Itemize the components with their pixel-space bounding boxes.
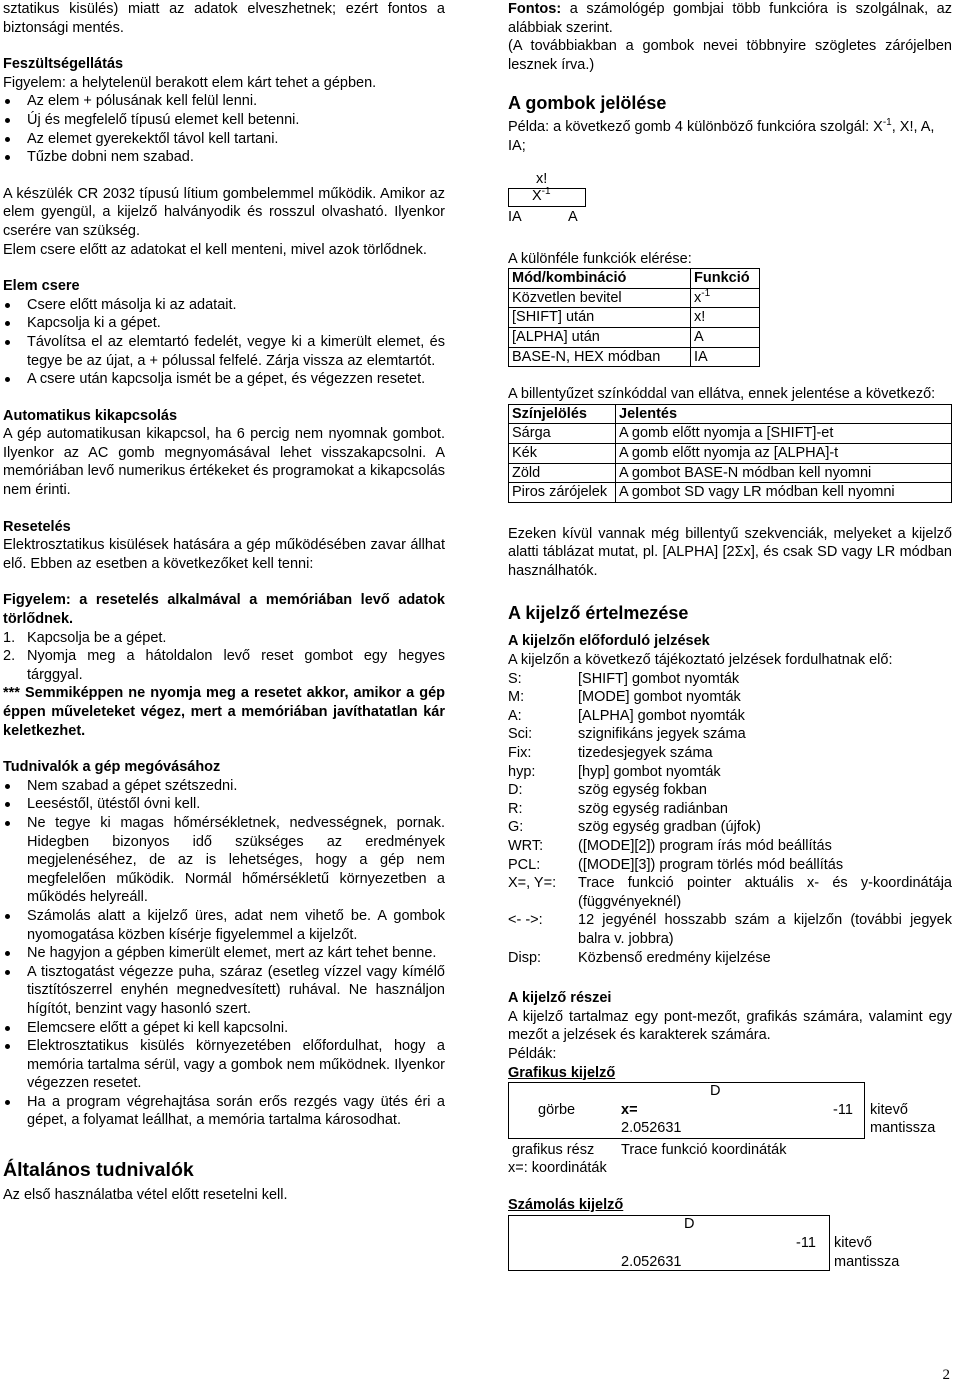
table-header [509, 269, 760, 289]
table-cell: Piros zárójelek [509, 483, 616, 503]
list-item: A tisztogatást végezze puha, száraz (esetleg vízzel vagy kímélő tisztítószerrel enyhén megnedvesített) ruhával. Ne használjon hígítót, benzint vagy hasonló szert. [3, 963, 445, 1019]
reset-text: Elektrosztatikus kisülések hatására a gép működésében zavar állhat elő. Ebben az esetben a következőket kell tenni: [3, 537, 445, 572]
list-item: R: szög egység radiánban [508, 800, 728, 817]
reset-warning: Figyelem: a resetelés alkalmával a memóriában levő adatok törlődnek. [3, 592, 445, 628]
autokikapcs-text: A gép automatikusan kikapcsol, ha 6 percig nem nyomnak gombot. Ilyenkor az AC gomb megnyomásával lehet visszakapcsolni. A memóriában levő numerikus értékeket és programokat a kikapcsolás nem érinti. [3, 426, 445, 499]
reszei-examples: Példák: [508, 1045, 557, 1062]
section-title-autokikapcs: Automatikus kikapcsolás [3, 407, 178, 424]
fontos-note: (A továbbiakban a gombok nevei többnyire szögletes zárójelben lesznek írva.) [508, 38, 952, 73]
table-cell: BASE-N, HEX módban [509, 347, 691, 367]
key-box [508, 185, 586, 207]
list-item: A csere után kapcsolja ismét be a gépet, és végezzen resetet. [3, 370, 445, 389]
intro-text: sztatikus kisülés) miatt az adatok elveszhetnek; ezért fontos a biztonsági mentés. [3, 1, 445, 36]
cr-paragraph: A készülék CR 2032 típusú lítium gombelemmel működik. Amikor az elem gyengül, a kijelző halványodik és rosszul olvasható. Ilyenkor cserére van szükség. [3, 185, 445, 239]
list-item: S: [SHIFT] gombot nyomták [508, 670, 740, 687]
table-cell: Sárga [509, 424, 616, 444]
reset-steps [3, 629, 445, 685]
table-row [509, 347, 760, 367]
list-item: Az elemet gyerekektől távol kell tartani. [3, 130, 445, 149]
list-item: PCL: ([MODE][3]) program törlés mód beállítás [508, 856, 844, 873]
altalanos-text: Az első használatba vétel előtt resetelni kell. [3, 1187, 288, 1204]
graf-title: Grafikus kijelző [508, 1064, 616, 1081]
table-row [509, 483, 952, 503]
table-cell: x! [691, 308, 760, 328]
szinkod-text: A billentyűzet színkóddal van ellátva, ennek jelentése a következő: [508, 386, 936, 403]
list-item: Új és megfelelő típusú elemet kell betenni. [3, 111, 445, 130]
key-diagram [508, 170, 952, 228]
list-item: Elektrosztatikus kisülés környezetében előfordulhat, hogy a memória tartalma sérül, vagy a gombok nem működnek. Ilyenkor végezzen resetet. [3, 1037, 445, 1093]
szam-title: Számolás kijelző [508, 1197, 624, 1214]
list-item: Elemcsere előtt a gépet ki kell kapcsolni. [3, 1019, 445, 1038]
table-header-cell: Funkció [691, 269, 760, 289]
table-header-cell: Mód/kombináció [509, 269, 691, 289]
key-label-top: x! [536, 170, 548, 187]
table-cell: A gombot BASE-N módban kell nyomni [616, 463, 952, 483]
list-item: Ha a program végrehajtása során erős rezgés vagy ütés éri a gépet, a folyamat leállhat, a memória tartalma károsodhat. [3, 1093, 445, 1130]
szam-val: 2.052631 [621, 1253, 682, 1270]
list-item: Sci: szignifikáns jegyek száma [508, 726, 746, 743]
table-cell: A gombot SD vagy LR módban kell nyomni [616, 483, 952, 503]
list-item: X=, Y=: Trace funkció pointer aktuális x- és y-koordinátája (függvényeknél) [508, 875, 952, 910]
section-title-feszultseg: Feszültségellátás [3, 56, 124, 73]
graf-xkoord: x=: koordináták [508, 1160, 607, 1177]
list-item: 2. Nyomja meg a hátoldalon levő reset gombot egy hegyes tárggyal. [3, 648, 445, 683]
kijelzo-subtitle: A kijelzőn előforduló jelzések [508, 633, 710, 650]
table-row [509, 288, 760, 308]
table-cell: Kék [509, 443, 616, 463]
fontos-paragraph: Fontos: a számológép gombjai több funkcióra is szolgálnak, az alábbiak szerint. [508, 1, 952, 36]
section-title-altalanos: Általános tudnivalók [3, 1159, 194, 1182]
list-item: WRT: ([MODE][2]) program írás mód beállítás [508, 838, 832, 854]
graf-kitevo: kitevő [870, 1102, 908, 1119]
key-label-right: A [568, 208, 578, 225]
list-item: hyp: [hyp] gombot nyomták [508, 763, 721, 780]
key-label-left: IA [508, 208, 522, 225]
elemcsere-list [3, 296, 445, 389]
calc-display-example [508, 1215, 952, 1275]
reszei-text: A kijelző tartalmaz egy pont-mezőt, grafikás számára, valamint egy mezőt a jelzések és karakterek számára. [508, 1008, 952, 1044]
list-item: Disp: Közbenső eredmény kijelzése [508, 949, 771, 966]
graf-resz: grafikus rész [512, 1142, 595, 1159]
list-item: Tűzbe dobni nem szabad. [3, 148, 445, 167]
table-cell: Zöld [509, 463, 616, 483]
section-title-elemcsere: Elem csere [3, 278, 80, 295]
szekvenciak-text: Ezeken kívül vannak még billentyű szekvenciák, melyeket a kijelző alatti táblázat mutat, pl. [ALPHA] [2Σx], és csak SD vagy LR módban használhatók. [508, 525, 952, 579]
graf-val: 2.052631 [621, 1120, 682, 1137]
list-item: Nem szabad a gépet szétszedni. [3, 777, 445, 796]
table-cell: A gomb előtt nyomja a [SHIFT]-et [616, 424, 952, 444]
list-item: Távolítsa el az elemtartó fedelét, vegye ki a kimerült elemet, és tegye be az újat, a + pólussal felfelé. Zárja vissza az elemtartót. [3, 333, 445, 370]
graf-gorbe: görbe [538, 1102, 576, 1119]
tudnivalok-list [3, 777, 445, 1130]
graf-mantissza: mantissza [870, 1120, 936, 1137]
graf-trace: Trace funkció koordináták [621, 1142, 787, 1159]
table-row [509, 424, 952, 444]
reset-caution: *** Semmiképpen ne nyomja meg a resetet akkor, amikor a gép éppen műveleteket végez, mert a memóriában javíthatatlan kár keletkezhet. [3, 685, 445, 739]
table-cell: Közvetlen bevitel [509, 288, 691, 308]
list-item: Az elem + pólusának kell felül lenni. [3, 92, 445, 111]
list-item: Kapcsolja ki a gépet. [3, 314, 445, 333]
list-item: G: szög egység gradban (újfok) [508, 819, 761, 836]
list-item: Fix: tizedesjegyek száma [508, 745, 713, 762]
graf-D: D [710, 1083, 721, 1100]
gombok-example: Példa: a következő gomb 4 különböző funkcióra szolgál: $X^{-1}$, X!, A, IA; [508, 117, 935, 154]
funkciok-caption: A különféle funkciók elérése: [508, 250, 692, 267]
szam-exp: -11 [796, 1234, 816, 1251]
key-label-main: $X^{-1}$ [532, 185, 551, 204]
szinkod-table [508, 404, 952, 503]
list-item: M: [MODE] gombot nyomták [508, 689, 741, 706]
section-title-kijelzo: A kijelző értelmezése [508, 603, 689, 624]
table-header [509, 404, 952, 424]
list-item: D: szög egység fokban [508, 782, 707, 799]
table-header-cell: Színjelölés [509, 404, 616, 424]
section-title-gombok: A gombok jelölése [508, 93, 667, 114]
list-item: Ne hagyjon a gépben kimerült elemet, mert az kárt tehet benne. [3, 944, 445, 963]
kijelzo-intro: A kijelzőn a következő tájékoztató jelzések fordulhatnak elő: [508, 652, 893, 669]
cr-paragraph-2: Elem csere előtt az adatokat el kell menteni, mivel azok törlődnek. [3, 241, 427, 258]
table-row [509, 308, 760, 328]
graphic-display-example [508, 1082, 952, 1182]
list-item: Ne tegye ki magas hőmérsékletnek, nedvességnek, pornak. Hidegben bizonyos idő szükséges az eredmények megjelenéséhez, de az is lehetséges, hogy a gép nem megfelelően működik. Normál hőmérsékletű környezetben a működés helyreáll. [3, 814, 445, 907]
kijelzo-codes [508, 670, 952, 968]
table-header-cell: Jelentés [616, 404, 952, 424]
table-cell: [SHIFT] után [509, 308, 691, 328]
left-column [3, 0, 445, 1205]
list-item: <- ->: 12 jegyénél hosszabb szám a kijelzőn (további jegyek balra v. jobbra) [508, 912, 952, 947]
list-item: 1. Kapcsolja be a gépet. [3, 629, 167, 646]
graf-exp: -11 [833, 1102, 853, 1119]
table-cell: IA [691, 347, 760, 367]
page-number: 2 [942, 1367, 950, 1383]
list-item: Számolás alatt a kijelző üres, adat nem vihető be. A gombok nyomogatása közben kísérje figyelemmel a kijelzőt. [3, 907, 445, 944]
section-title-reszei: A kijelző részei [508, 990, 612, 1007]
table-row [509, 327, 760, 347]
table-cell: $x^{-1}$ [691, 288, 760, 308]
section-title-reset: Resetelés [3, 518, 71, 535]
table-cell: A [691, 327, 760, 347]
feszultseg-list [3, 92, 445, 166]
szam-D: D [684, 1215, 695, 1232]
szam-mantissza: mantissza [834, 1253, 900, 1270]
table-row [509, 463, 952, 483]
table-cell: [ALPHA] után [509, 327, 691, 347]
section-title-tudnivalok: Tudnivalók a gép megóvásához [3, 759, 221, 776]
graf-x: x= [621, 1102, 638, 1119]
szam-kitevo: kitevő [834, 1234, 872, 1251]
list-item: Leeséstől, ütéstől óvni kell. [3, 795, 445, 814]
table-cell: A gomb előtt nyomja az [ALPHA]-t [616, 443, 952, 463]
funkciok-table [508, 268, 760, 367]
feszultseg-text: Figyelem: a helytelenül berakott elem kárt tehet a gépben. [3, 74, 377, 91]
right-column [508, 0, 952, 1275]
list-item: A: [ALPHA] gombot nyomták [508, 707, 745, 724]
list-item: Csere előtt másolja ki az adatait. [3, 296, 445, 315]
table-row [509, 443, 952, 463]
